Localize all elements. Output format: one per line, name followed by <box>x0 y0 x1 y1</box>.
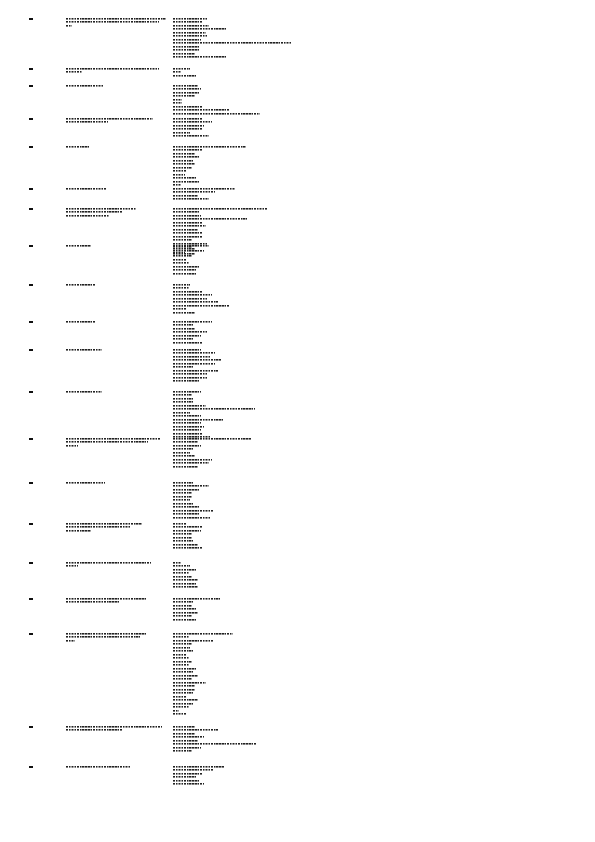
description-line <box>66 320 95 323</box>
description-line <box>66 187 106 190</box>
description-line <box>66 481 105 484</box>
entry-description <box>66 348 166 352</box>
entry-detail-list <box>173 348 221 383</box>
entry-detail-list <box>173 84 260 116</box>
entry-description <box>66 765 166 769</box>
entry-description <box>66 17 166 28</box>
description-line <box>66 565 78 568</box>
detail-line <box>173 516 210 519</box>
entry-marker <box>29 633 33 635</box>
detail-line <box>173 135 209 138</box>
entry-description <box>66 84 166 88</box>
entry-detail-list <box>173 67 196 78</box>
entry-detail-list <box>173 522 202 550</box>
entry-description <box>66 67 166 74</box>
entry-marker <box>29 208 33 210</box>
entry-description <box>66 244 166 248</box>
description-line <box>66 244 91 247</box>
entry-detail-list <box>173 187 235 201</box>
entry-detail-list <box>173 17 291 59</box>
detail-line <box>173 341 202 344</box>
entry-marker <box>29 726 33 728</box>
entry-marker <box>29 349 33 351</box>
entry-marker <box>29 245 33 247</box>
detail-line <box>173 465 198 468</box>
entry-description <box>66 481 166 485</box>
description-line <box>66 561 151 564</box>
description-line <box>66 283 95 286</box>
entry-marker <box>29 438 33 440</box>
entry-detail-list <box>173 725 257 753</box>
detail-line <box>173 547 202 550</box>
entry-detail-list <box>173 765 224 786</box>
entry-marker <box>29 391 33 393</box>
detail-line <box>173 311 195 314</box>
description-line <box>66 765 131 768</box>
detail-line <box>173 586 198 589</box>
detail-line <box>173 272 196 275</box>
entry-description <box>66 437 166 448</box>
description-line <box>66 145 89 148</box>
description-line <box>66 214 109 217</box>
detail-line <box>173 56 226 59</box>
entry-description <box>66 632 166 643</box>
entry-marker <box>29 523 33 525</box>
entry-description <box>66 725 166 732</box>
entry-marker <box>29 766 33 768</box>
detail-line <box>173 750 192 753</box>
entry-marker <box>29 146 33 148</box>
entry-description <box>66 145 166 149</box>
entry-description <box>66 522 166 533</box>
entry-description <box>66 320 166 324</box>
detail-line <box>173 783 204 786</box>
entry-detail-list <box>173 437 251 469</box>
entry-marker <box>29 68 33 70</box>
entry-detail-list <box>173 117 212 138</box>
entry-description <box>66 597 166 604</box>
description-line <box>66 348 102 351</box>
description-line <box>66 529 91 532</box>
description-line <box>66 636 140 639</box>
entry-detail-list <box>173 561 198 589</box>
entry-detail-list <box>173 632 233 716</box>
entry-marker <box>29 482 33 484</box>
entry-marker <box>29 598 33 600</box>
entry-description <box>66 187 166 191</box>
detail-line <box>173 713 187 716</box>
entry-marker <box>29 188 33 190</box>
entry-marker <box>29 321 33 323</box>
description-line <box>66 71 82 74</box>
entry-description <box>66 390 166 394</box>
description-line <box>66 639 75 642</box>
detail-line <box>173 618 196 621</box>
entry-marker <box>29 562 33 564</box>
entry-description <box>66 561 166 568</box>
description-line <box>66 21 159 24</box>
entry-description <box>66 207 166 218</box>
entry-marker <box>29 118 33 120</box>
description-line <box>66 390 102 393</box>
description-line <box>66 729 123 732</box>
entry-detail-list <box>173 244 209 276</box>
description-line <box>66 601 120 604</box>
description-line <box>66 84 103 87</box>
description-line <box>66 24 72 27</box>
entry-marker <box>29 18 33 20</box>
entry-description <box>66 283 166 287</box>
entry-detail-list <box>173 481 213 520</box>
entry-detail-list <box>173 597 220 622</box>
entry-detail-list <box>173 283 230 315</box>
description-line <box>66 121 108 124</box>
entry-detail-list <box>173 320 212 345</box>
detail-line <box>173 74 196 77</box>
entry-detail-list <box>173 390 255 439</box>
entry-marker <box>29 284 33 286</box>
entry-description <box>66 117 166 124</box>
entry-marker <box>29 85 33 87</box>
detail-line <box>173 112 260 115</box>
detail-line <box>173 198 209 201</box>
description-line <box>66 444 78 447</box>
detail-line <box>173 380 199 383</box>
